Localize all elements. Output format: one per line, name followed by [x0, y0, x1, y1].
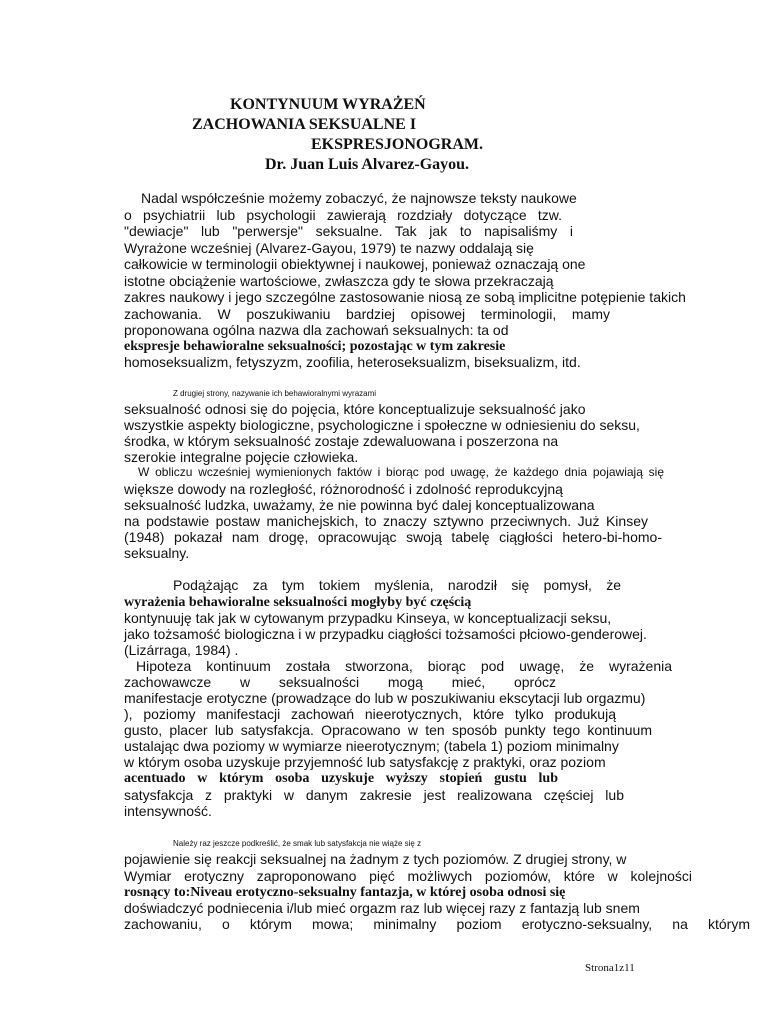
- text-line: seksualność ludzka, uważamy, że nie powinna być dalej konceptualizowana: [124, 497, 595, 513]
- text-line: szerokie integralne pojęcie człowieka.: [124, 449, 359, 465]
- text-line: manifestacje erotyczne (prowadzące do lub w poszukiwaniu ekscytacji lub orgazmu): [124, 690, 646, 706]
- text-line: pojawienie się reakcji seksualnej na żadnym z tych poziomów. Z drugiej strony, w: [124, 851, 627, 867]
- text-line: Podążając za tym tokiem myślenia, narodził się pomysł, że: [173, 577, 621, 593]
- text-line: (Lizárraga, 1984) .: [124, 642, 239, 658]
- text-line: na podstawie postaw manichejskich, to znaczy sztywno przeciwnych. Już Kinsey: [124, 513, 648, 529]
- text-line: (1948) pokazał nam drogę, opracowując swoją tabelę ciągłości hetero-bi-homo-: [124, 529, 662, 545]
- text-line: zachowaniu, o którym mowa; minimalny poziom erotyczno-seksualny, na którym: [124, 916, 750, 932]
- text-line: seksualność odnosi się do pojęcia, które konceptualizuje seksualność jako: [124, 401, 586, 417]
- text-line: wszystkie aspekty biologiczne, psychologiczne i społeczne w odniesieniu do seksu,: [124, 417, 640, 433]
- text-line: "dewiacje" lub "perwersje" seksualne. Tak jak to napisaliśmy i: [124, 223, 573, 239]
- text-line: środka, w którym seksualność zostaje zdewaluowana i poszerzona na: [124, 433, 559, 449]
- text-line: doświadczyć podniecenia i/lub mieć orgazm raz lub więcej razy z fantazją lub snem: [124, 900, 640, 916]
- text-line: istotne obciążenie wartościowe, zwłaszcza gdy te słowa przekraczają: [124, 273, 554, 289]
- text-line-bold: wyrażenia behawioralne seksualności mogłyby być częścią: [124, 595, 472, 610]
- text-line: Z drugiej strony, nazywanie ich behawioralnymi wyrazami: [173, 389, 377, 398]
- text-line: ), poziomy manifestacji zachowań nieerotycznych, które tylko produkują: [124, 706, 616, 722]
- text-line: Wymiar erotyczny zaproponowano pięć możliwych poziomów, które w kolejności: [124, 868, 692, 884]
- text-line: zachowania. W poszukiwaniu bardziej opisowej terminologii, mamy: [124, 306, 610, 322]
- title-line-1: KONTYNUUM WYRAŻEŃ: [230, 96, 426, 113]
- text-line: jako tożsamość biologiczna i w przypadku ciągłości tożsamości płciowo-genderowej.: [124, 626, 647, 642]
- text-line: homoseksualizm, fetyszyzm, zoofilia, heteroseksualizm, biseksualizm, itd.: [124, 354, 581, 370]
- text-line: Wyrażone wcześniej (Alvarez-Gayou, 1979) te nazwy oddalają się: [124, 240, 534, 256]
- text-line-bold: ekspresje behawioralne seksualności; pozostając w tym zakresie: [124, 339, 506, 354]
- text-line: większe dowody na rozległość, różnorodność i zdolność reprodukcyjną: [124, 481, 563, 497]
- text-line: w którym osoba uzyskuje przyjemność lub satysfakcję z praktyki, oraz poziom: [124, 754, 606, 770]
- text-line: Nadal współcześnie możemy zobaczyć, że najnowsze teksty naukowe: [141, 190, 577, 206]
- text-line-small: W obliczu wcześniej wymienionych faktów i biorąc pod uwagę, że każdego dnia pojawiają się: [138, 465, 664, 479]
- text-line: kontynuuję tak jak w cytowanym przypadku Kinseya, w konceptualizacji seksu,: [124, 610, 612, 626]
- text-line: satysfakcja z praktyki w danym zakresie jest realizowana częściej lub: [124, 787, 624, 803]
- text-line: intensywność.: [124, 803, 212, 819]
- text-line: proponowana ogólna nazwa dla zachowań seksualnych: ta od: [124, 322, 509, 338]
- title-line-2: ZACHOWANIA SEKSUALNE I: [192, 116, 417, 133]
- title-line-3: EKSPRESJONOGRAM.: [311, 136, 484, 153]
- text-line-bold: acentuado w którym osoba uzyskuje wyższy stopień gustu lub: [124, 771, 558, 786]
- text-line: ustalając dwa poziomy w wymiarze nieerotycznym; (tabela 1) poziom minimalny: [124, 738, 619, 754]
- text-line: seksualny.: [124, 545, 190, 561]
- page-number: Strona1z11: [585, 962, 635, 974]
- text-line-bold: rosnący to:Niveau erotyczno-seksualny fantazja, w której osoba odnosi się: [124, 885, 566, 900]
- text-line: Należy raz jeszcze podkreślić, że smak lub satysfakcja nie wiąże się z: [173, 839, 422, 848]
- text-line: zachowawcze w seksualności mogą mieć, oprócz: [124, 674, 556, 690]
- text-line: zakres naukowy i jego szczególne zastosowanie niosą ze sobą implicitne potępienie takich: [124, 289, 686, 305]
- text-line: całkowicie w terminologii obiektywnej i naukowej, ponieważ oznaczają one: [124, 256, 586, 272]
- text-line: o psychiatrii lub psychologii zawierają rozdziały dotyczące tzw.: [124, 207, 562, 223]
- title-author: Dr. Juan Luis Alvarez-Gayou.: [265, 156, 470, 173]
- text-line: Hipoteza kontinuum została stworzona, biorąc pod uwagę, że wyrażenia: [136, 658, 672, 674]
- text-line: gusto, placer lub satysfakcja. Opracowano w ten sposób punkty tego kontinuum: [124, 722, 652, 738]
